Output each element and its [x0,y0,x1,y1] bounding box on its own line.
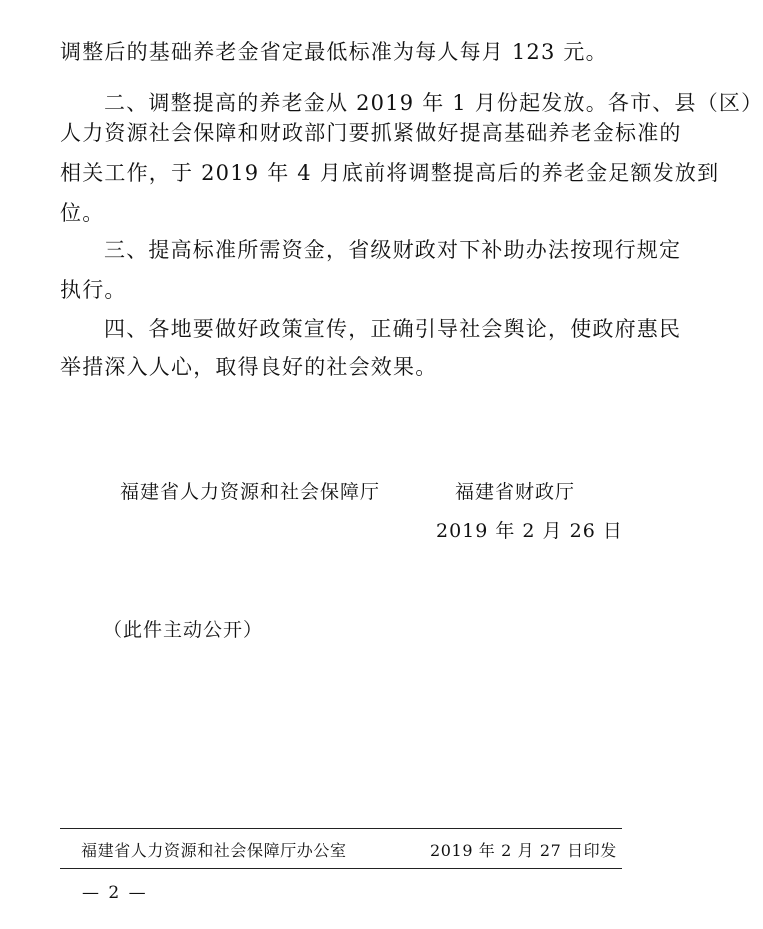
body-line: 四、各地要做好政策宣传，正确引导社会舆论，使政府惠民 [104,317,682,341]
body-line: 人力资源社会保障和财政部门要抓紧做好提高基础养老金标准的 [60,121,682,145]
signature-org-finance: 福建省财政厅 [455,481,576,503]
body-line: 调整后的基础养老金省定最低标准为每人每月 123 元。 [60,40,608,64]
footer-bottom-rule [60,868,622,869]
footer-issuer: 福建省人力资源和社会保障厅办公室 [81,841,347,860]
signature-org-hrss: 福建省人力资源和社会保障厅 [120,481,381,503]
page-number: — 2 — [82,883,148,903]
body-line: 相关工作，于 2019 年 4 月底前将调整提高后的养老金足额发放到 [60,161,720,185]
body-line: 三、提高标准所需资金，省级财政对下补助办法按现行规定 [104,238,682,262]
footer-print-date: 2019 年 2 月 27 日印发 [430,841,617,860]
body-line: 执行。 [60,278,127,302]
signature-date: 2019 年 2 月 26 日 [436,520,623,542]
body-line: 二、调整提高的养老金从 2019 年 1 月份起发放。各市、县（区） [104,91,763,115]
body-line: 位。 [60,201,105,225]
body-line: 举措深入人心，取得良好的社会效果。 [60,355,438,379]
footer-top-rule [60,828,622,829]
disclosure-note: （此件主动公开） [103,619,264,641]
